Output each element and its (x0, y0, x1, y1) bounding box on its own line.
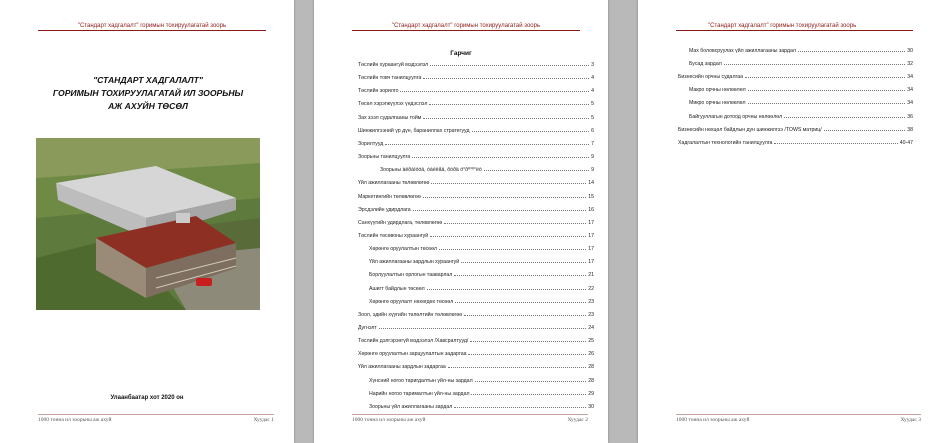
toc-entry-page: 34 (907, 74, 913, 81)
toc-entry-label: Зах зээл судалгааны тойм (358, 114, 422, 121)
toc-entry-page: 6 (591, 127, 594, 134)
toc-dot-leader (470, 341, 586, 342)
toc-entry-page: 23 (588, 311, 594, 318)
toc-dot-leader (430, 236, 586, 237)
toc-entry-page: 15 (588, 193, 594, 200)
page-header: "Стандарт хадгалалт" горимын тохируулагатай зоорь (676, 23, 913, 31)
toc-entry[interactable] (689, 57, 913, 67)
page-header: "Стандарт хадгалалт" горимын тохируулагатай зоорь (38, 23, 266, 31)
toc-entry[interactable] (380, 163, 594, 173)
toc-dot-leader (429, 104, 589, 105)
title-line-3: АЖ АХУЙН ТӨСӨЛ (108, 101, 188, 111)
toc-entry[interactable] (689, 96, 913, 106)
document-title (40, 74, 256, 113)
toc-entry-label: Шинжилгээний үр дүн, бараниллах стратегууд (358, 127, 470, 134)
toc-entry[interactable] (358, 84, 594, 94)
toc-entry-page: 30 (588, 403, 594, 410)
toc-entry-page: 29 (588, 390, 594, 397)
toc-dot-leader (824, 130, 906, 131)
footer-page-number: Хуудас 3 (900, 417, 921, 423)
toc-entry-label: Төслийн дэлгэрэнгүй мэдээлэл /Хавсралтууд/ (358, 338, 469, 345)
toc-entry[interactable] (369, 282, 594, 292)
toc-entry-page: 16 (588, 206, 594, 213)
toc-entry-label: Үйл ажиллагааны төлөвлөгөө (358, 180, 430, 187)
toc-dot-leader (472, 131, 590, 132)
toc-entry-page: 28 (588, 364, 594, 371)
toc-entry[interactable] (369, 255, 594, 265)
toc-dot-leader (724, 64, 905, 65)
toc-entry[interactable] (369, 374, 594, 384)
page-2 (314, 0, 608, 443)
toc-dot-leader (423, 197, 587, 198)
page-footer (38, 414, 274, 423)
footer-left: 1000 тонна ил зоорьны аж ахуй (352, 417, 426, 423)
toc-entry-label: Хөрөнгө оруулалт нөхөгдөх төсөөл (369, 298, 454, 305)
toc-dot-leader (748, 90, 906, 91)
toc-entry-page: 28 (588, 377, 594, 384)
toc-entry-label: Эрсдэлийн удирдлага (358, 206, 411, 213)
toc-title: Гарчиг (450, 50, 472, 57)
toc-entry-page: 7 (591, 140, 594, 147)
toc-dot-leader (748, 103, 906, 104)
toc-entry-page: 5 (591, 101, 594, 108)
toc-dot-leader (385, 144, 589, 145)
toc-entry-label: Төсөл хэрэгжүүлэх үндэслэл (358, 101, 428, 108)
toc-dot-leader (427, 289, 587, 290)
toc-entry[interactable] (689, 83, 913, 93)
toc-entry-label: Бусад зардал (689, 61, 722, 68)
toc-entry-label: Зоорьны үйл ажиллагааны зардал (369, 403, 453, 410)
toc-dot-leader (454, 275, 586, 276)
toc-entry-page: 5 (591, 114, 594, 121)
toc-entry-page: 17 (588, 246, 594, 253)
toc-entry-label: Ашигт байдлын төсөөл (369, 285, 425, 292)
toc-entry-page: 4 (591, 75, 594, 82)
toc-entry-page: 14 (588, 180, 594, 187)
toc-entry-page: 21 (588, 272, 594, 279)
toc-entry-label: Хөрөнгө оруулалтын төсөөл (369, 246, 437, 253)
toc-dot-leader (431, 183, 586, 184)
toc-entry-page: 40-47 (899, 139, 913, 146)
toc-entry-page: 22 (588, 285, 594, 292)
toc-dot-leader (464, 315, 586, 316)
toc-dot-leader (423, 78, 589, 79)
toc-dot-leader (379, 328, 586, 329)
toc-entry[interactable] (358, 321, 594, 331)
toc-dot-leader (444, 223, 586, 224)
toc-dot-leader (400, 91, 589, 92)
toc-dot-leader (745, 77, 905, 78)
toc-entry[interactable] (678, 136, 913, 146)
toc-entry-page: 34 (907, 100, 913, 107)
cover-image-warehouse (36, 138, 260, 310)
toc-entry[interactable] (678, 123, 913, 133)
toc-dot-leader (784, 117, 905, 118)
toc-entry[interactable] (358, 347, 594, 357)
toc-entry-label: Борлуулалтын орлогын тааварлал (369, 272, 453, 279)
toc-dot-leader (448, 367, 586, 368)
toc-entry-label: Хөрөнгө оруулалтын зарцуулалтын задаргаа (358, 351, 467, 358)
toc-dot-leader (439, 249, 586, 250)
toc-entry[interactable] (358, 203, 594, 213)
toc-entry-label: Маркетингийн төлөвлөгөө (358, 193, 421, 200)
toc-entry[interactable] (369, 295, 594, 305)
toc-dot-leader (455, 302, 586, 303)
toc-entry[interactable] (689, 110, 913, 120)
toc-entry[interactable] (369, 242, 594, 252)
toc-entry-page: 3 (591, 62, 594, 68)
toc-entry-page: 4 (591, 88, 594, 95)
toc-entry[interactable] (358, 308, 594, 318)
page-footer (352, 414, 588, 423)
toc-entry-page: 25 (588, 338, 594, 345)
toc-entry-page: 9 (591, 167, 594, 174)
page-header: "Стандарт хадгалалт" горимын тохируулагатай зоорь (352, 23, 580, 31)
toc-entry[interactable] (358, 97, 594, 107)
toc-entry-label: Төслийн хураангуй мэдээлэл (358, 62, 429, 68)
toc-entry[interactable] (358, 71, 594, 81)
toc-entry[interactable] (678, 70, 913, 80)
toc-entry[interactable] (358, 150, 594, 160)
toc-entry[interactable] (358, 111, 594, 121)
toc-entry-label: Төслийн төсөвоны хураангуй (358, 232, 429, 239)
footer-page-number: Хуудас 1 (253, 417, 274, 423)
toc-entry-page: 17 (588, 219, 594, 226)
toc-entry[interactable] (358, 229, 594, 239)
toc-entry-page: 34 (907, 87, 913, 94)
toc-entry-page: 17 (588, 232, 594, 239)
city-year: Улаанбаатар хот 2020 он (110, 395, 184, 401)
footer-left: 1000 тонна ил зоорьны аж ахуй (676, 417, 750, 423)
toc-entry-label: Зоол, эдийн хүүгийн төлөлтийн төлөвлөгөө (358, 311, 463, 318)
toc-dot-leader (475, 381, 587, 382)
page-1 (0, 0, 294, 443)
toc-entry[interactable] (358, 124, 594, 134)
toc-entry[interactable] (369, 387, 594, 397)
toc-entry-label: Бизнесийн орчны судалгаа (678, 74, 744, 81)
toc-dot-leader (413, 210, 587, 211)
toc-entry[interactable] (358, 334, 594, 344)
toc-entry[interactable] (358, 190, 594, 200)
toc-dot-leader (412, 157, 589, 158)
page-footer (676, 414, 921, 423)
toc-entry-label: Үйл ажиллагааны зардлын задаргаа (358, 364, 446, 371)
toc-entry[interactable] (369, 268, 594, 278)
toc-entry-page: 17 (588, 259, 594, 266)
toc-dot-leader (471, 394, 586, 395)
page-3 (638, 0, 941, 443)
toc-entry-label: Микро орчны нөлөөлөл (689, 100, 746, 107)
toc-entry[interactable] (358, 137, 594, 147)
toc-entry-label: Үйл ажиллагааны зардлын хураангуй (369, 259, 460, 266)
toc-entry-label: Бизнесийн нөхцөл байдлын дүн шинжилгээ /TOWS матриц/ (678, 126, 822, 133)
toc-entry-label: Нарийн ногоо тарималтын үйл-ны зардал (369, 390, 470, 397)
toc-entry[interactable] (689, 44, 913, 54)
toc-dot-leader (468, 354, 586, 355)
toc-entry-label: Төслийн товч танилцуулга (358, 75, 422, 82)
footer-left: 1000 тонна ил зоорьны аж ахуй (38, 417, 112, 423)
toc-entry-page: 32 (907, 61, 913, 68)
toc-entry[interactable] (369, 400, 594, 410)
toc-entry-label: Байгууллагын дотоод орчны нөлөөлөл (689, 113, 783, 120)
toc-entry-page: 30 (907, 48, 913, 54)
toc-dot-leader (798, 51, 905, 52)
footer-page-number: Хуудас 2 (567, 417, 588, 423)
toc-entry-page: 38 (907, 126, 913, 133)
toc-entry[interactable] (358, 216, 594, 226)
toc-dot-leader (461, 262, 586, 263)
toc-entry-page: 36 (907, 113, 913, 120)
toc-entry-page: 26 (588, 351, 594, 358)
toc-entry-page: 9 (591, 154, 594, 161)
toc-dot-leader (774, 143, 897, 144)
toc-entry[interactable] (358, 58, 594, 68)
toc-entry-label: Хадгалалтын технологийн танилцуулга (678, 139, 773, 146)
toc-dot-leader (430, 65, 589, 66)
toc-entry-label: Төслийн зорилго (358, 88, 399, 95)
toc-entry-label: Хүнсний ногоо таригдалтын үйл-ны зардал (369, 377, 473, 384)
toc-dot-leader (454, 407, 586, 408)
title-line-1: "СТАНДАРТ ХАДГАЛАЛТ" (93, 75, 203, 85)
toc-entry-label: Макро орчны нөлөөлөл (689, 87, 746, 94)
toc-entry[interactable] (358, 360, 594, 370)
toc-dot-leader (423, 118, 589, 119)
toc-entry-page: 23 (588, 298, 594, 305)
toc-entry-label: Дүгнэлт (358, 325, 377, 331)
toc-entry-label: Зорилтууд (358, 140, 384, 147)
toc-entry-label: Санхүүгийн удирдлага, төлөвлөгөө (358, 219, 443, 226)
toc-dot-leader (484, 170, 589, 171)
toc-entry[interactable] (358, 176, 594, 186)
toc-entry-label: Зоорьны танилцуулга (358, 154, 411, 161)
title-line-2: ГОРИМЫН ТОХИРУУЛАГАТАЙ ИЛ ЗООРЬНЫ (52, 88, 244, 98)
toc-entry-label: Зоорьны àëõàìóóä, óàéëãä, õóðä ö°ðº°º°ëò (380, 167, 482, 174)
toc-entry-page: 24 (588, 325, 594, 331)
toc-entry-label: Мах боловсруулах үйл ажиллагааны зардал (689, 48, 796, 54)
